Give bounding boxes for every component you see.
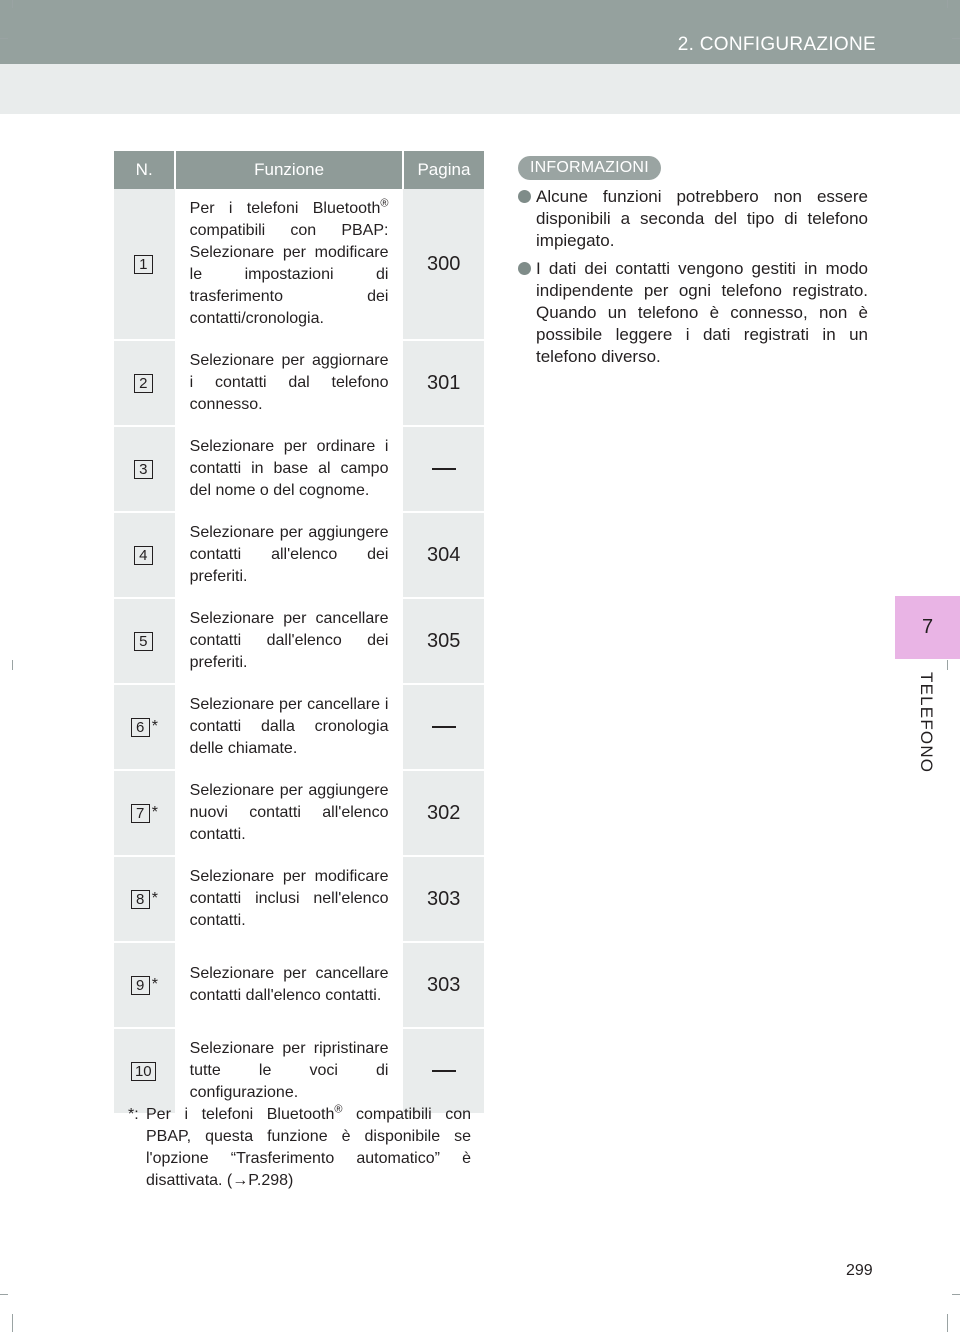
- info-text: Alcune funzioni potrebbero non essere disponibili a seconda del tipo di telefono impiegato.: [536, 187, 868, 250]
- crop-mark: [0, 38, 8, 39]
- row-function: Selezionare per aggiungere contatti all'elenco dei preferiti.: [175, 513, 402, 597]
- table-row: [114, 597, 484, 683]
- row-function: Selezionare per modificare contatti inclusi nell'elenco contatti.: [175, 857, 402, 941]
- info-title: INFORMAZIONI: [518, 156, 661, 180]
- asterisk: *: [151, 890, 158, 907]
- row-number-cell: [114, 685, 175, 769]
- info-text: I dati dei contatti vengono gestiti in modo indipendente per ogni telefono registrato. Quando un telefono è connesso, non è possibile leggere i dati registrati in un telefono diverso.: [536, 259, 868, 366]
- bullet-icon: [518, 262, 531, 275]
- row-function: Selezionare per cancellare contatti dall'elenco contatti.: [175, 943, 402, 1027]
- registered-mark: ®: [380, 197, 389, 210]
- row-number-cell: [114, 189, 175, 339]
- table-row: [114, 769, 484, 855]
- row-function: [175, 189, 402, 339]
- info-item: [518, 186, 868, 252]
- table-row: [114, 339, 484, 425]
- row-number-cell: [114, 599, 175, 683]
- crop-mark: [952, 38, 960, 39]
- table-row: [114, 1027, 484, 1113]
- chapter-tab: [895, 596, 960, 659]
- row-number: 1: [134, 255, 153, 274]
- asterisk: *: [151, 718, 158, 735]
- row-page: [401, 1029, 484, 1113]
- table-row: [114, 511, 484, 597]
- chapter-number: 7: [921, 616, 934, 638]
- row-text-pre: Per i telefoni Bluetooth: [189, 200, 381, 217]
- crop-mark: [952, 1294, 960, 1295]
- section-title: 2. CONFIGURAZIONE: [677, 34, 876, 55]
- row-page: [401, 685, 484, 769]
- row-number: 7: [131, 804, 150, 823]
- row-function: Selezionare per aggiungere nuovi contatti all'elenco contatti.: [175, 771, 402, 855]
- row-number: 5: [134, 632, 153, 651]
- row-page: 300: [401, 189, 484, 339]
- row-number: 8: [131, 890, 150, 909]
- row-number-cell: [114, 513, 175, 597]
- no-page-dash: [432, 468, 456, 470]
- table-header: [114, 151, 484, 189]
- row-page: 301: [401, 341, 484, 425]
- row-number: 10: [131, 1062, 156, 1081]
- crop-mark: [12, 1314, 13, 1332]
- subheader-band: [0, 64, 960, 114]
- table-row: [114, 189, 484, 339]
- row-number-cell: [114, 771, 175, 855]
- chapter-label: TELEFONO: [917, 672, 936, 774]
- row-number: 6: [131, 718, 150, 737]
- crop-mark: [947, 1314, 948, 1332]
- page-number: 299: [846, 1262, 873, 1279]
- registered-mark: ®: [334, 1103, 343, 1116]
- row-page: [401, 427, 484, 511]
- info-item: [518, 258, 868, 368]
- crop-mark: [0, 1294, 8, 1295]
- row-function: Selezionare per ripristinare tutte le voci di configurazione.: [175, 1029, 402, 1113]
- row-function: Selezionare per ordinare i contatti in base al campo del nome o del cognome.: [175, 427, 402, 511]
- row-text: compatibili con PBAP: Selezionare per modificare le impostazioni di trasferimento dei contatti/cronologia.: [189, 222, 389, 327]
- info-section: [518, 156, 868, 368]
- footnote-text-body: compatibili con PBAP, questa funzione è disponibile se l'opzione “Trasferimento automatico” è disattivata. (→P.298): [146, 1106, 471, 1189]
- header-no: N.: [135, 160, 153, 179]
- footnote-text-pre: Per i telefoni Bluetooth: [146, 1106, 335, 1123]
- crop-mark: [12, 660, 13, 670]
- row-number-cell: [114, 1029, 175, 1113]
- crop-mark: [947, 660, 948, 670]
- table-row: [114, 941, 484, 1027]
- row-number: 4: [134, 546, 153, 565]
- function-table: [114, 151, 484, 1113]
- row-function: Selezionare per aggiornare i contatti dal telefono connesso.: [175, 341, 402, 425]
- footnote-text: [146, 1104, 471, 1192]
- row-page: 303: [401, 943, 484, 1027]
- table-row: [114, 855, 484, 941]
- row-number: 9: [131, 976, 150, 995]
- row-function: Selezionare per cancellare i contatti dalla cronologia delle chiamate.: [175, 685, 402, 769]
- row-number: 3: [134, 460, 153, 479]
- table-row: [114, 683, 484, 769]
- asterisk: *: [151, 804, 158, 821]
- footnote-mark: *:: [128, 1106, 139, 1123]
- row-page: 305: [401, 599, 484, 683]
- row-number: 2: [134, 374, 153, 393]
- crop-mark: [947, 0, 948, 8]
- row-number-cell: [114, 341, 175, 425]
- crop-mark: [12, 0, 13, 8]
- row-number-cell: [114, 427, 175, 511]
- bullet-icon: [518, 190, 531, 203]
- row-page: 303: [401, 857, 484, 941]
- header-function: Funzione: [174, 151, 402, 189]
- row-page: 302: [401, 771, 484, 855]
- row-page: 304: [401, 513, 484, 597]
- header-page: Pagina: [402, 151, 484, 189]
- asterisk: *: [151, 976, 158, 993]
- no-page-dash: [432, 726, 456, 728]
- table-row: [114, 425, 484, 511]
- row-number-cell: [114, 943, 175, 1027]
- footnote: [128, 1104, 471, 1192]
- row-function: Selezionare per cancellare contatti dall'elenco dei preferiti.: [175, 599, 402, 683]
- row-number-cell: [114, 857, 175, 941]
- no-page-dash: [432, 1070, 456, 1072]
